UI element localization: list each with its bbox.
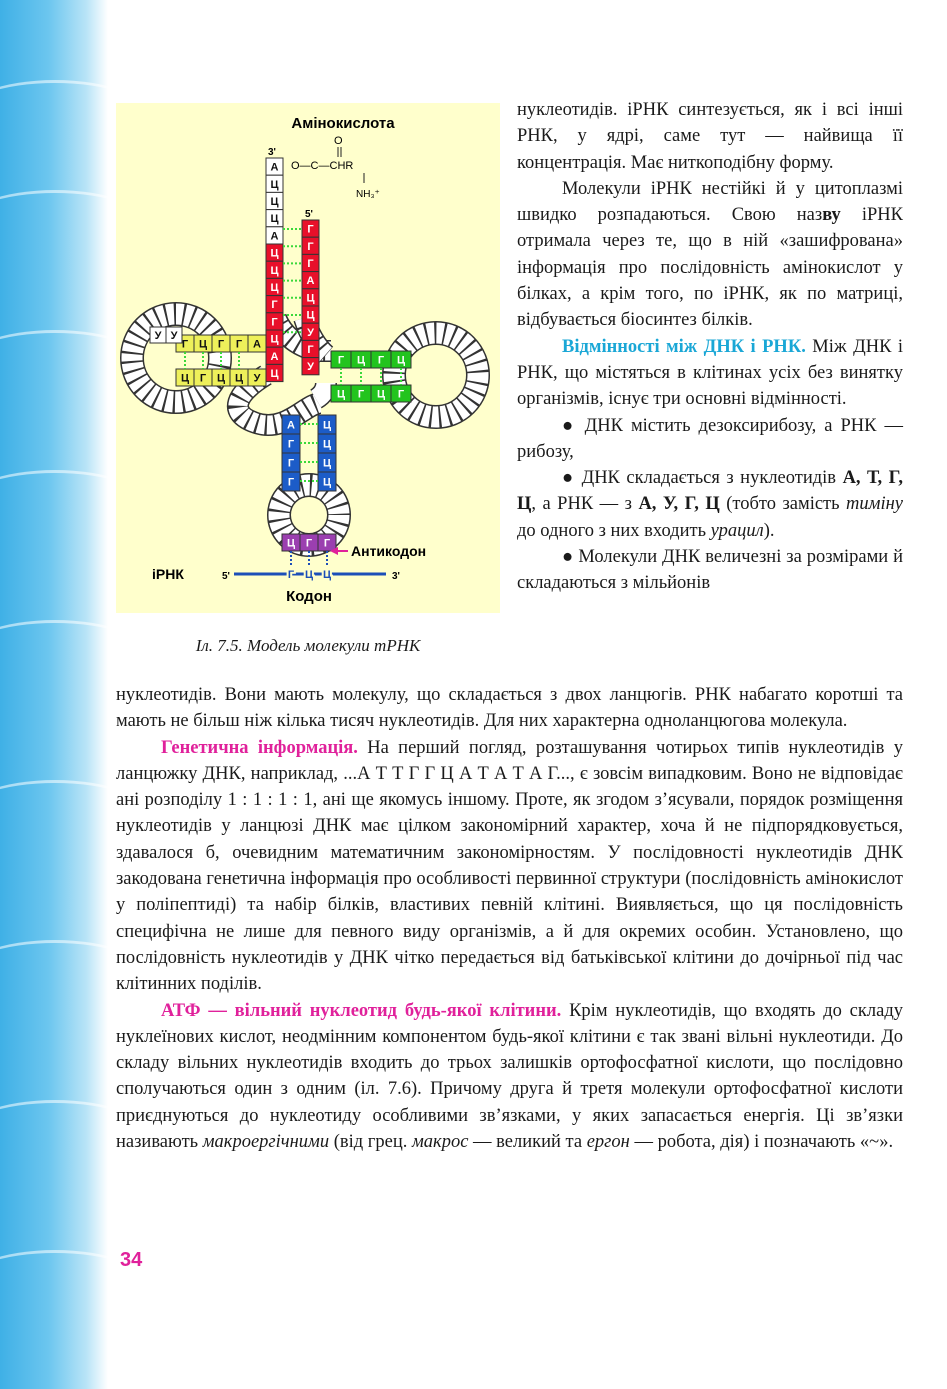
five-prime-label: 5': [305, 209, 313, 220]
d-arm-bottom: [176, 369, 266, 386]
trna-diagram: [116, 103, 500, 613]
chem-ammonium: NH₃⁺: [356, 189, 380, 200]
section-heading: Відмінності між ДНК і РНК.: [562, 336, 806, 357]
bullet-item: ● ДНК складається з нуклеотидів А, Т, Г, Ц, а РНК — з А, У, Г, Ц (тобто замість тиміну до одного з них входить урацил).: [517, 468, 903, 541]
figure-caption: Іл. 7.5. Модель молекули тРНК: [195, 636, 421, 655]
amino-acid-label: Амінокислота: [291, 115, 395, 132]
paragraph-differences: Відмінності між ДНК і РНК. Між ДНК і РНК, що містяться в клітинах усіх без винятку організмів, існує три основні відмінності.: [517, 336, 903, 410]
nucleotide-letter: Ц: [270, 178, 279, 191]
nucleotide-letter: Ц: [306, 309, 315, 322]
nucleotide-letter: Г: [307, 344, 314, 356]
nucleotide-letter: Г: [287, 457, 295, 470]
nucleotide-letter: А: [306, 275, 315, 288]
bullet-item: ● Молекули ДНК величезні за розмірами й складаються з мільйонів: [517, 547, 903, 594]
nucleotide-letter: Ц: [270, 247, 279, 260]
paragraph-atp: АТФ — вільний нуклеотид будь-якої клітини. Крім нуклеотидів, що входять до складу нуклеїнових кислот, неодмінним компонентом будь-якої клітини є так звані вільні нуклеотиди. До складу вільних нуклеотидів входить до трьох залишків ортофосфатної кислоти, що послідовно сполучаються один з одним (іл. 7.6). Причому друга й третя молекули ортофосфатної кислоти приєднуються до нуклеотиду особливими зв’язками, у яких запасається енергія. Ці зв’язки називають макроергічними (від грец. макрос — великий та ергон — робота, дія) і позначають «~».: [116, 1000, 903, 1153]
chem-formula: O—C—CHR: [291, 160, 354, 172]
anticodon-label: Антикодон: [351, 543, 427, 559]
nucleotide-letter: Ц: [322, 438, 332, 451]
t-arm-top: [331, 351, 411, 368]
nucleotide-letter: У: [307, 361, 314, 374]
nucleotide-letter: Ц: [270, 213, 279, 226]
codon-letter: Г: [287, 569, 295, 581]
nucleotide-letter: Ц: [234, 372, 244, 385]
full-width-text: [116, 682, 903, 1155]
nucleotide-letter: Г: [287, 476, 295, 489]
codon-letter: Ц: [304, 569, 314, 581]
codon-letter: Ц: [322, 569, 332, 581]
paragraph: Молекули іРНК нестійкі й у цитоплазмі швидко розпадаються. Свою назву іРНК отримала через те, що в ній «зашифрована» інформація про послідовність амінокислот у білках, а крім того, по іРНК, як по матриці, відбувається біосинтез білків.: [517, 178, 903, 331]
nucleotide-letter: Г: [305, 537, 313, 550]
nucleotide-letter: Г: [199, 372, 207, 385]
nucleotide-letter: А: [287, 419, 295, 432]
nucleotide-letter: Ц: [198, 338, 208, 351]
nucleotide-letter: Ц: [270, 196, 279, 208]
nucleotide-letter: У: [170, 330, 178, 342]
nucleotide-letter: Ц: [322, 457, 332, 470]
irna-5prime: 5': [222, 571, 230, 582]
page-number: 34: [120, 1249, 143, 1271]
nucleotide-letter: Г: [287, 438, 295, 451]
nucleotide-letter: Г: [397, 388, 405, 401]
nucleotide-letter: У: [253, 372, 261, 385]
nucleotide-letter: Г: [307, 240, 314, 253]
nucleotide-letter: Ц: [270, 264, 279, 277]
nucleotide-letter: А: [253, 338, 261, 351]
d-loop-bases: [150, 327, 182, 343]
nucleotide-letter: Ц: [270, 368, 279, 380]
nucleotide-letter: Ц: [180, 372, 190, 385]
nucleotide-letter: Ц: [286, 537, 296, 550]
irna-3prime: 3': [392, 571, 400, 582]
nucleotide-letter: А: [270, 161, 279, 174]
t-arm-bottom: [331, 385, 411, 402]
nucleotide-letter: У: [307, 326, 314, 339]
anticodon-arm-right: [318, 415, 336, 491]
acceptor-stem-5prime: [302, 220, 319, 375]
trna-figure: [116, 103, 500, 613]
codon-label: Кодон: [286, 588, 332, 605]
section-heading: АТФ — вільний нуклеотид будь-якої клітини.: [161, 1000, 562, 1021]
nucleotide-letter: Г: [235, 338, 243, 351]
chem-oxygen: O: [334, 135, 343, 147]
paragraph: нуклеотидів. Вони мають молекулу, що складається з двох ланцюгів. РНК набагато коротші та мають не більш ніж кілька тисяч нуклеотидів. Для них характерна одноланцюгова молекула.: [116, 685, 903, 732]
nucleotide-letter: У: [154, 330, 162, 342]
nucleotide-letter: Г: [377, 354, 385, 367]
decorative-sidebar: [0, 0, 108, 1389]
nucleotide-letter: Г: [307, 258, 314, 270]
nucleotide-letter: Г: [307, 223, 314, 236]
right-column: [517, 97, 903, 597]
irna-label: іРНК: [152, 566, 184, 582]
nucleotide-letter: Г: [181, 338, 189, 351]
d-arm-top: [176, 335, 266, 352]
nucleotide-letter: Ц: [270, 333, 279, 346]
nucleotide-letter: Ц: [216, 372, 226, 385]
paragraph-genetic-info: Генетична інформація. На перший погляд, розташування чотирьох типів нуклеотидів у ланцюжку ДНК, наприклад, ...А Т Т Г Г Ц А Т А Т А Г..., є зовсім випадковим. Воно не відповідає ані розподілу 1 : 1 : 1 : 1, ані ще якомусь іншому. Проте, як згодом з’ясували, порядок розміщення нуклеотидів у ланцюзі ДНК має цілком закономірний характер, хоча й не підпорядковується, здавалося б, очевидним математичним закономірностям. У послідовності нуклеотидів ДНК закодована генетична інформація про особливості первинної структури (послідовність амінокислот у поліпептиді) та набір білків, властивих певній клітині. Виявляється, що ця послідовність специфічна не лише для певного виду організмів, а й для окремих особин. Установлено, що послідовність нуклеотидів у ДНК чітко передається від батьківської клітини до дочірньої під час клітинних поділів.: [116, 737, 903, 995]
nucleotide-letter: Ц: [396, 354, 406, 367]
bullet-item: ● ДНК містить дезоксирибозу, а РНК — рибозу,: [517, 415, 903, 462]
nucleotide-letter: А: [270, 230, 279, 243]
nucleotide-letter: Ц: [306, 292, 315, 305]
three-prime-label: 3': [268, 147, 276, 158]
nucleotide-letter: Г: [271, 299, 278, 312]
nucleotide-letter: Ц: [322, 419, 332, 432]
paragraph: нуклеотидів. іРНК синтезується, як і всі інші РНК, у ядрі, саме тут — найвища її концентрація. Має ниткоподібну форму.: [517, 100, 903, 173]
nucleotide-letter: Ц: [322, 476, 332, 489]
anticodon-triplet: [282, 534, 336, 551]
acceptor-stem-3prime: [266, 158, 283, 382]
nucleotide-letter: Ц: [376, 388, 386, 401]
nucleotide-letter: Г: [337, 354, 345, 367]
nucleotide-letter: Ц: [270, 282, 279, 294]
nucleotide-letter: Г: [271, 316, 278, 329]
nucleotide-letter: А: [270, 350, 279, 363]
nucleotide-letter: Г: [357, 388, 365, 401]
nucleotide-letter: Г: [323, 537, 331, 550]
anticodon-arm-left: [282, 415, 300, 491]
nucleotide-letter: Ц: [356, 354, 366, 367]
section-heading: Генетична інформація.: [161, 737, 358, 758]
nucleotide-letter: Г: [217, 338, 225, 351]
nucleotide-letter: Ц: [336, 388, 346, 401]
t-loop: [394, 333, 478, 417]
